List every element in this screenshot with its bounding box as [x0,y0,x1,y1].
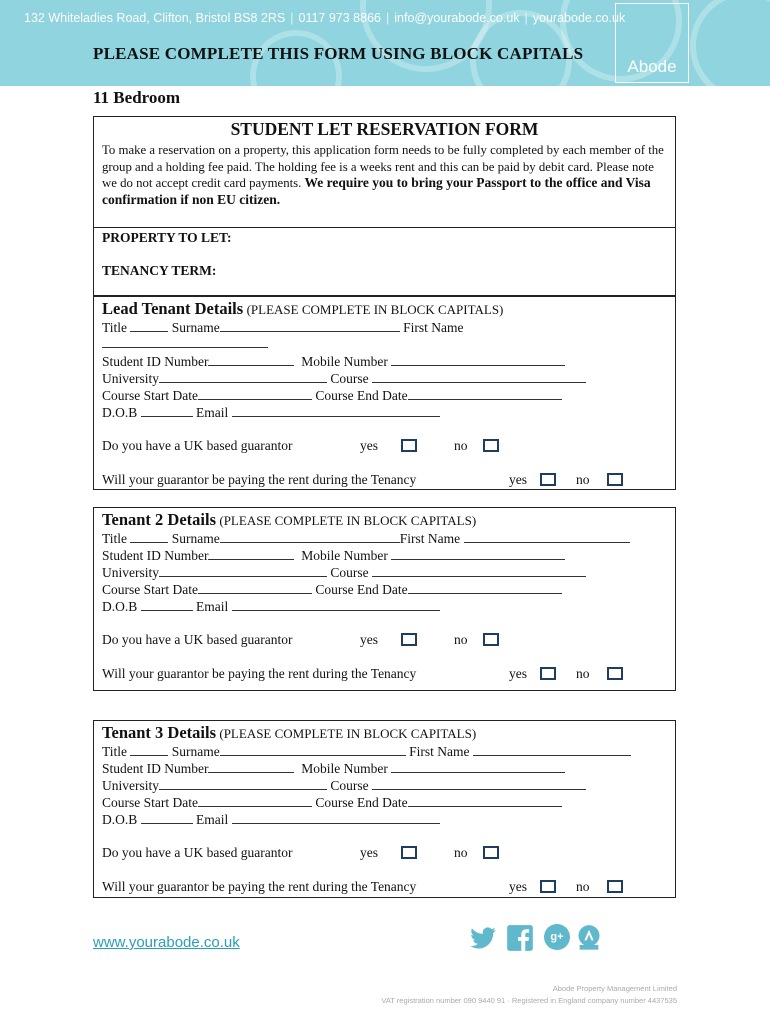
section-note: (PLEASE COMPLETE IN BLOCK CAPITALS) [219,513,477,528]
university-field[interactable] [159,370,327,383]
dob-email-row [102,404,440,421]
name-row [102,743,631,760]
paying-no-option[interactable] [607,666,623,682]
email-link[interactable]: info@yourabode.co.uk [394,11,520,25]
dob-email-row [102,598,440,615]
section-title: Tenant 3 Details [102,723,216,742]
university-row [102,777,586,794]
checkbox-icon[interactable] [540,880,556,893]
id-row [102,760,565,777]
university-row [102,564,586,581]
surname-label: Surname [171,531,220,546]
paying-no-label: no [576,472,590,487]
university-label: University [102,565,159,580]
guarantor-yes-label: yes [360,438,378,453]
email-label: Email [196,405,229,420]
guarantor-no-label: no [454,845,468,860]
title-field[interactable] [130,743,168,756]
name-row [102,319,464,336]
course-dates-row [102,794,562,811]
paying-yes-option[interactable] [540,472,556,488]
surname-field[interactable] [220,743,406,756]
form-title: STUDENT LET RESERVATION FORM [230,119,539,139]
company-name: Abode Property Management Limited [552,984,677,993]
first-name-continued-row [102,335,268,352]
student-id-field[interactable] [208,760,294,773]
checkbox-icon[interactable] [540,667,556,680]
student-id-label: Student ID Number [102,548,209,563]
abode-logo [615,3,689,83]
checkbox-icon[interactable] [607,880,623,893]
course-field[interactable] [372,564,586,577]
course-end-label: Course End Date [315,582,408,597]
first-name-field[interactable] [464,530,630,543]
paying-question: Will your guarantor be paying the rent during the Tenancy [102,879,417,894]
property-to-let-label: PROPERTY TO LET: [102,230,232,245]
checkbox-icon[interactable] [401,633,417,646]
title-field[interactable] [130,530,168,543]
guarantor-yes-option[interactable] [401,438,417,454]
paying-no-label: no [576,666,590,681]
lead-tenant-section [93,296,676,490]
dob-label: D.O.B [102,599,138,614]
website-header-link[interactable]: yourabode.co.uk [532,11,626,25]
email-field[interactable] [232,404,440,417]
paying-question: Will your guarantor be paying the rent during the Tenancy [102,472,417,487]
course-end-field[interactable] [408,794,562,807]
paying-yes-label: yes [509,666,527,681]
email-field[interactable] [232,811,440,824]
course-end-field[interactable] [408,581,562,594]
name-row [102,530,630,547]
university-row [102,370,586,387]
mobile-label: Mobile Number [301,548,388,563]
course-start-label: Course Start Date [102,795,198,810]
guarantor-no-option[interactable] [483,438,499,454]
surname-label: Surname [171,320,220,335]
email-label: Email [196,599,229,614]
guarantor-no-option[interactable] [483,632,499,648]
student-id-field[interactable] [208,547,294,560]
property-box [93,226,676,296]
guarantor-no-option[interactable] [483,845,499,861]
mobile-label: Mobile Number [301,761,388,776]
dob-field[interactable] [141,598,193,611]
first-name-label: First Name [409,744,470,759]
checkbox-icon[interactable] [607,667,623,680]
dob-label: D.O.B [102,812,138,827]
course-start-field[interactable] [198,581,312,594]
intro-paragraph [102,142,667,208]
student-id-field[interactable] [208,353,294,366]
google-plus-icon[interactable]: g+ [544,924,570,950]
course-start-label: Course Start Date [102,388,198,403]
course-end-label: Course End Date [315,388,408,403]
course-field[interactable] [372,777,586,790]
contact-bar: 132 Whiteladies Road, Clifton, Bristol BS8 2RS | 0117 973 8866 | info@yourabode.co.uk | yourabode.co.uk [24,11,626,25]
checkbox-icon[interactable] [401,846,417,859]
section-note: (PLEASE COMPLETE IN BLOCK CAPITALS) [246,302,504,317]
dob-field[interactable] [141,811,193,824]
course-label: Course [330,778,369,793]
surname-field[interactable] [220,530,400,543]
student-id-label: Student ID Number [102,761,209,776]
guarantor-no-label: no [454,438,468,453]
course-dates-row [102,387,562,404]
paying-yes-label: yes [509,472,527,487]
property-size-heading: 11 Bedroom [93,88,181,107]
checkbox-icon[interactable] [540,473,556,486]
intro-box [93,116,676,228]
course-dates-row [102,581,562,598]
intro-text: To make a reservation on a property, this application form needs to be fully completed by each member of the group and a holding fee paid. The holding fee is a weeks rent and this can be paid by debit card. Please note we do not accept credit card payments. [102,143,664,190]
title-field[interactable] [130,319,168,332]
guarantor-question: Do you have a UK based guarantor [102,632,293,647]
guarantor-question: Do you have a UK based guarantor [102,438,293,453]
checkbox-icon[interactable] [483,633,499,646]
course-start-field[interactable] [198,794,312,807]
student-id-label: Student ID Number [102,354,209,369]
address-text: 132 Whiteladies Road, Clifton, Bristol BS8 2RS [24,11,286,25]
course-field[interactable] [372,370,586,383]
dob-label: D.O.B [102,405,138,420]
course-end-field[interactable] [408,387,562,400]
twitter-icon[interactable] [469,924,497,952]
surname-label: Surname [171,744,220,759]
university-label: University [102,371,159,386]
decorative-swirl [690,0,770,86]
id-row [102,353,565,370]
first-name-label: First Name [399,531,461,546]
mobile-label: Mobile Number [301,354,388,369]
section-heading [102,723,476,743]
section-heading [102,510,476,530]
paying-no-option[interactable] [607,472,623,488]
tenant-2-section [93,507,676,691]
website-link[interactable]: www.yourabode.co.uk [93,934,240,951]
guarantor-yes-option[interactable] [401,845,417,861]
paying-yes-option[interactable] [540,666,556,682]
checkbox-icon[interactable] [483,846,499,859]
guarantor-question: Do you have a UK based guarantor [102,845,293,860]
paying-yes-option[interactable] [540,879,556,895]
guarantor-yes-label: yes [360,632,378,647]
page-header [0,0,770,86]
course-start-field[interactable] [198,387,312,400]
first-name-field[interactable] [102,335,268,348]
section-note: (PLEASE COMPLETE IN BLOCK CAPITALS) [219,726,477,741]
paying-yes-label: yes [509,879,527,894]
course-label: Course [330,371,369,386]
email-field[interactable] [232,598,440,611]
first-name-label: First Name [403,320,464,335]
course-end-label: Course End Date [315,795,408,810]
guarantor-no-label: no [454,632,468,647]
phone-text: 0117 973 8866 [298,11,381,25]
registration-text: VAT registration number 090 9440 91 · Registered in England company number 4437535 [381,996,677,1005]
arla-icon [575,924,603,952]
logo-text: Abode [627,57,677,76]
checkbox-icon[interactable] [483,439,499,452]
title-label: Title [102,744,128,759]
facebook-icon[interactable] [506,924,534,952]
checkbox-icon[interactable] [401,439,417,452]
guarantor-yes-option[interactable] [401,632,417,648]
section-title: Lead Tenant Details [102,299,244,318]
course-start-label: Course Start Date [102,582,198,597]
mobile-field[interactable] [391,760,565,773]
tenant-3-section [93,720,676,898]
university-field[interactable] [159,777,327,790]
mobile-field[interactable] [391,353,565,366]
dob-field[interactable] [141,404,193,417]
section-heading [102,299,503,319]
title-label: Title [102,531,128,546]
page-title: PLEASE COMPLETE THIS FORM USING BLOCK CAPITALS [93,44,584,63]
university-label: University [102,778,159,793]
paying-no-label: no [576,879,590,894]
id-row [102,547,565,564]
first-name-field[interactable] [473,743,631,756]
section-title: Tenant 2 Details [102,510,216,529]
dob-email-row [102,811,440,828]
tenancy-term-label: TENANCY TERM: [102,263,217,278]
intro-bold-text: We require you to bring your Passport to the office and Visa confirmation if non EU citizen. [102,175,651,207]
checkbox-icon[interactable] [607,473,623,486]
title-label: Title [102,320,128,335]
guarantor-yes-label: yes [360,845,378,860]
course-label: Course [330,565,369,580]
university-field[interactable] [159,564,327,577]
mobile-field[interactable] [391,547,565,560]
paying-no-option[interactable] [607,879,623,895]
surname-field[interactable] [220,319,400,332]
paying-question: Will your guarantor be paying the rent during the Tenancy [102,666,417,681]
email-label: Email [196,812,229,827]
